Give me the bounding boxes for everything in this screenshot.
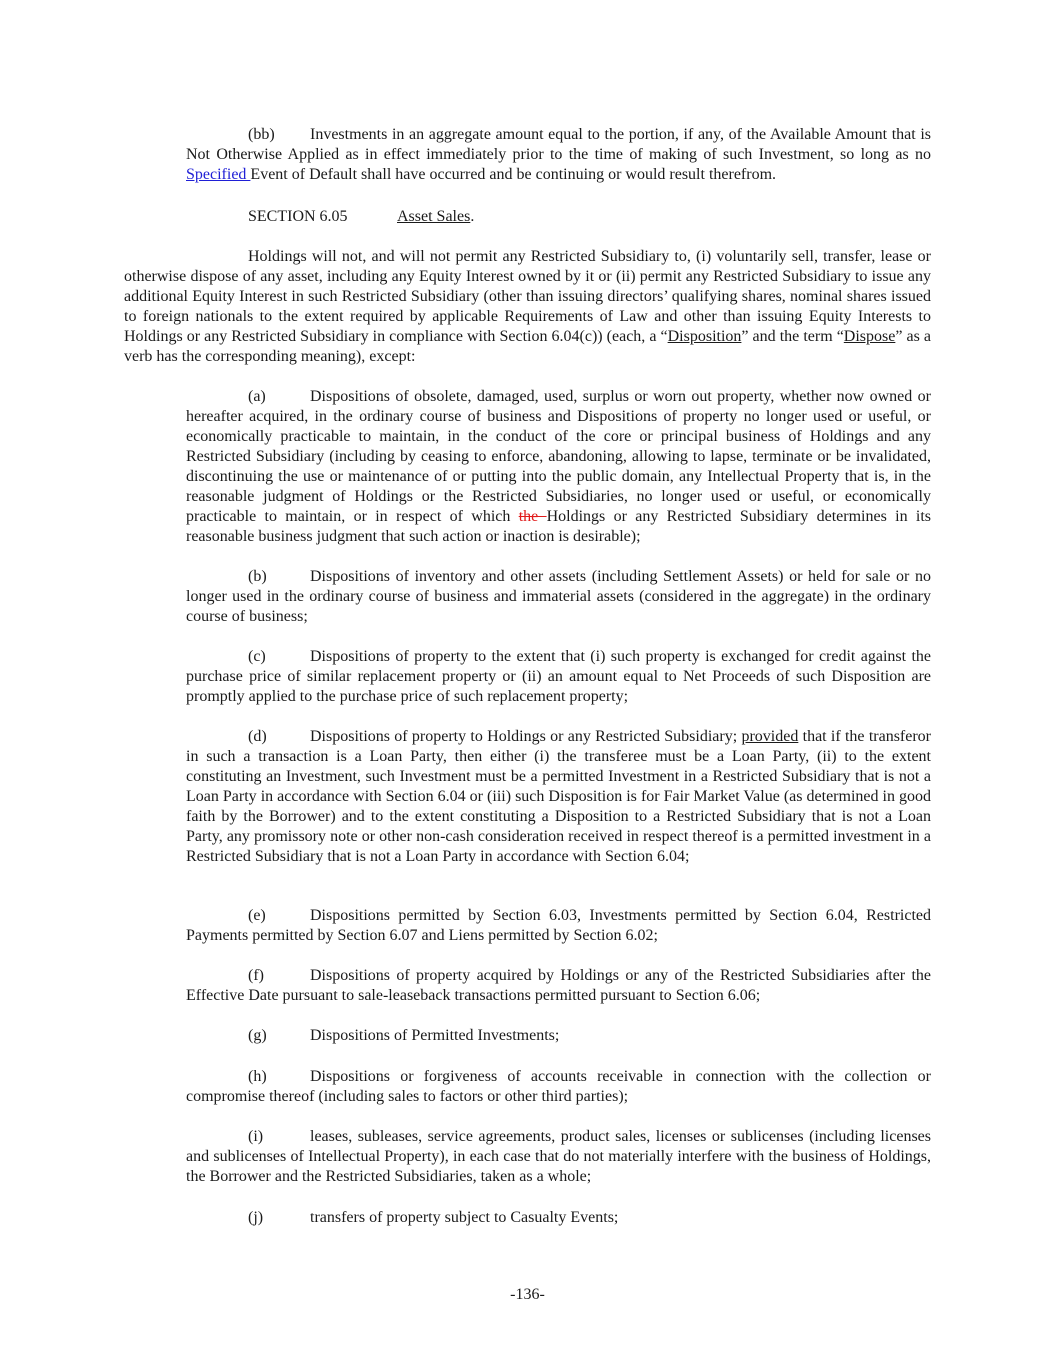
clause-label: (j) [248,1209,264,1226]
specified-link[interactable]: Specified [186,166,251,183]
clause-text: Investments in an aggregate amount equal to the portion, if any, of the Available Amount that is Not Otherwise Applied as in effect immediately prior to the time of making of such Investment, so long as no [186,126,931,163]
clause-text: Dispositions of property acquired by Holdings or any of the Restricted Subsidiaries after the Effective Date pursuant to sale-leaseback transactions permitted pursuant to Section 6.06; [186,967,931,1004]
clause-text: that if the transferor in such a transaction is a Loan Party, then either (i) the transferee must be a Loan Party, (ii) to the extent constituting an Investment, such Investment must be a permitted Investment in a Restricted Subsidiary that is not a Loan Party in accordance with Section 6.04 or (iii) such Disposition is for Fair Market Value (as determined in good faith by the Borrower) and to the extent constituting a Disposition to a Restricted Subsidiary that is not a Loan Party, any promissory note or other non-cash consideration received in respect thereof is a permitted investment in a Restricted Subsidiary that is not a Loan Party in accordance with Section 6.04; [186,728,932,865]
clause-d [186,727,931,867]
clause-text: Dispositions of property to the extent that (i) such property is exchanged for credit against the purchase price of similar replacement property or (ii) an amount equal to Net Proceeds of such Disposition are promptly applied to the purchase price of such replacement property; [186,648,931,705]
provided-term: provided [741,728,799,745]
clause-h [186,1067,931,1107]
defined-term-dispose: Dispose [843,328,896,345]
clause-text: leases, subleases, service agreements, product sales, licenses or sublicenses (including licenses and sublicenses of Intellectual Property), in each case that do not materially interfere with the business of Holdings, the Borrower and the Restricted Subsidiaries, taken as a whole; [186,1128,931,1185]
clause-text: transfers of property subject to Casualty Events; [310,1209,619,1226]
intro-text: ” and the term “ [741,328,844,345]
deleted-text: the [518,508,547,525]
defined-term-disposition: Disposition [667,328,742,345]
clause-label: (f) [248,967,264,984]
clause-label: (a) [248,388,266,405]
clause-label: (b) [248,568,267,585]
clause-text: Dispositions of Permitted Investments; [310,1027,560,1044]
intro-text: Holdings will not, and will not permit any Restricted Subsidiary to, (i) voluntarily sell, transfer, lease or otherwise dispose of any asset, including any Equity Interest owned by it or (ii) permit any Restricted Subsidiary to issue any additional Equity Interest in such Restricted Subsidiary (other than issuing directors’ qualifying shares, nominal shares issued to foreign nationals to the extent required by applicable Requirements of Law and other than issuing Equity Interests to Holdings or any Restricted Subsidiary in compliance with Section 6.04(c)) (each, a “ [124,248,931,345]
section-heading [248,207,474,227]
clause-a [186,387,931,547]
clause-label: (bb) [248,126,275,143]
section-title: Asset Sales [397,208,471,225]
clause-text: Dispositions of obsolete, damaged, used, surplus or worn out property, whether now owned or hereafter acquired, in the ordinary course of business and Dispositions of property no longer used or useful, or economically practicable to maintain, in the conduct of the core or principal business of Holdings and any Restricted Subsidiary (including by ceasing to enforce, abandoning, allowing to lapse, terminate or be invalidated, discontinuing the use or maintenance of or putting into the public domain, any Intellectual Property that is, in the reasonable judgment of Holdings or the Restricted Subsidiaries, no longer used or useful, or economically practicable to maintain, or in respect of which [186,388,931,525]
clause-e [186,906,931,946]
clause-text: Dispositions or forgiveness of accounts receivable in connection with the collection or compromise thereof (including sales to factors or other third parties); [186,1068,931,1105]
clause-text: Holdings or any Restricted Subsidiary determines in its reasonable business judgment that such action or inaction is desirable); [186,508,932,545]
clause-label: (d) [248,728,267,745]
clause-label: (e) [248,907,266,924]
intro-paragraph [124,247,931,367]
clause-bb [186,125,931,185]
page-number: -136- [510,1286,545,1303]
section-title-suffix: . [470,208,475,225]
clause-text: Dispositions permitted by Section 6.03, Investments permitted by Section 6.04, Restricted Payments permitted by Section 6.07 and Liens permitted by Section 6.02; [186,907,931,944]
clause-b [186,567,931,627]
clause-text: Dispositions of inventory and other assets (including Settlement Assets) or held for sale or no longer used in the ordinary course of business and immaterial assets (considered in the aggregate) in the ordinary course of business; [186,568,931,625]
section-number: SECTION 6.05 [248,208,348,225]
clause-label: (c) [248,648,266,665]
intro-text: ” as a verb has the corresponding meaning), except: [124,328,931,365]
clause-label: (g) [248,1027,267,1044]
clause-label: (h) [248,1068,267,1085]
clause-j [186,1208,931,1228]
clause-text: Dispositions of property to Holdings or any Restricted Subsidiary; [310,728,742,745]
clause-text: Event of Default shall have occurred and be continuing or would result therefrom. [250,166,777,183]
clause-c [186,647,931,707]
clause-label: (i) [248,1128,264,1145]
clause-f [186,966,931,1006]
clause-i [186,1127,931,1187]
clause-g [186,1026,931,1046]
